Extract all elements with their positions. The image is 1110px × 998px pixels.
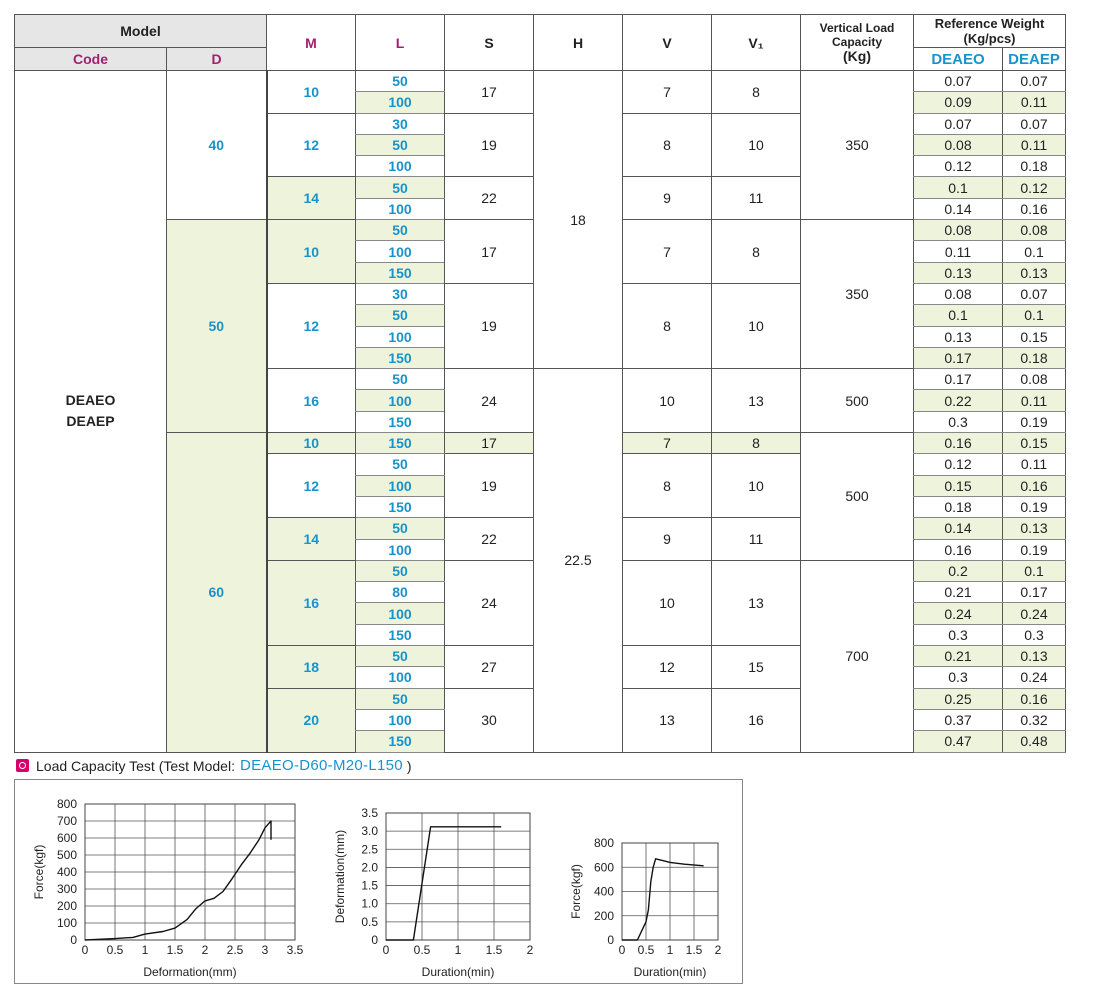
v1-cell: 13 bbox=[712, 560, 801, 645]
y-tick-label: 200 bbox=[593, 908, 614, 923]
y-tick-label: 0 bbox=[607, 933, 614, 947]
y-tick-label: 1.5 bbox=[361, 878, 378, 893]
load-capacity-charts-box bbox=[14, 779, 743, 984]
v-cell: 8 bbox=[623, 283, 712, 368]
y-tick-label: 1.0 bbox=[361, 896, 378, 911]
vlc-cell: 700 bbox=[801, 560, 914, 752]
weight-deaeo-cell: 0.14 bbox=[914, 198, 1003, 219]
l-cell: 100 bbox=[356, 603, 445, 624]
weight-deaeo-cell: 0.21 bbox=[914, 582, 1003, 603]
l-cell: 150 bbox=[356, 624, 445, 645]
weight-deaep-cell: 0.08 bbox=[1003, 220, 1066, 241]
v-cell: 12 bbox=[623, 646, 712, 689]
weight-deaeo-cell: 0.07 bbox=[914, 71, 1003, 92]
v-cell: 10 bbox=[623, 560, 712, 645]
weight-deaeo-cell: 0.16 bbox=[914, 433, 1003, 454]
weight-deaep-cell: 0.15 bbox=[1003, 326, 1066, 347]
s-cell: 24 bbox=[445, 560, 534, 645]
weight-deaep-cell: 0.08 bbox=[1003, 369, 1066, 390]
weight-deaeo-cell: 0.21 bbox=[914, 646, 1003, 667]
weight-deaep-cell: 0.07 bbox=[1003, 71, 1066, 92]
weight-deaeo-cell: 0.08 bbox=[914, 134, 1003, 155]
m-cell: 20 bbox=[267, 688, 356, 752]
header-v: V bbox=[623, 15, 712, 71]
x-tick-label: 3 bbox=[261, 943, 269, 957]
header-vlc-line2: (Kg) bbox=[843, 48, 871, 64]
v-cell: 8 bbox=[623, 454, 712, 518]
v-cell: 7 bbox=[623, 71, 712, 114]
code-deaep: DEAEP bbox=[66, 413, 115, 430]
v-cell: 10 bbox=[623, 369, 712, 433]
weight-deaep-cell: 0.11 bbox=[1003, 134, 1066, 155]
m-cell: 16 bbox=[267, 369, 356, 433]
chart-2 bbox=[333, 806, 534, 979]
weight-deaeo-cell: 0.24 bbox=[914, 603, 1003, 624]
weight-deaeo-cell: 0.13 bbox=[914, 326, 1003, 347]
weight-deaep-cell: 0.24 bbox=[1003, 603, 1066, 624]
weight-deaeo-cell: 0.13 bbox=[914, 262, 1003, 283]
weight-deaep-cell: 0.13 bbox=[1003, 646, 1066, 667]
code-cell bbox=[15, 71, 167, 753]
l-cell: 50 bbox=[356, 134, 445, 155]
load-capacity-test-title bbox=[16, 757, 412, 774]
weight-deaeo-cell: 0.37 bbox=[914, 709, 1003, 730]
v-cell: 9 bbox=[623, 177, 712, 220]
chart-1 bbox=[32, 797, 304, 979]
code-deaeo: DEAEO bbox=[65, 392, 116, 409]
weight-deaep-cell: 0.19 bbox=[1003, 496, 1066, 517]
weight-deaep-cell: 0.11 bbox=[1003, 454, 1066, 475]
header-code: Code bbox=[15, 48, 167, 71]
y-tick-label: 300 bbox=[56, 882, 77, 896]
weight-deaeo-cell: 0.3 bbox=[914, 624, 1003, 645]
l-cell: 150 bbox=[356, 731, 445, 752]
weight-deaeo-cell: 0.08 bbox=[914, 220, 1003, 241]
vlc-cell: 500 bbox=[801, 369, 914, 433]
s-cell: 17 bbox=[445, 220, 534, 284]
y-tick-label: 0.5 bbox=[361, 914, 378, 929]
v1-cell: 16 bbox=[712, 688, 801, 752]
x-axis-label: Duration(min) bbox=[421, 965, 495, 979]
x-axis-label: Deformation(mm) bbox=[143, 965, 237, 979]
x-tick-label: 1 bbox=[666, 943, 674, 957]
v1-cell: 11 bbox=[712, 177, 801, 220]
y-tick-label: 400 bbox=[56, 865, 77, 879]
weight-deaep-cell: 0.11 bbox=[1003, 390, 1066, 411]
m-cell: 18 bbox=[267, 646, 356, 689]
l-cell: 150 bbox=[356, 496, 445, 517]
m-cell: 12 bbox=[267, 283, 356, 368]
l-cell: 50 bbox=[356, 71, 445, 92]
l-cell: 100 bbox=[356, 709, 445, 730]
x-axis-label: Duration(min) bbox=[633, 965, 707, 979]
l-cell: 100 bbox=[356, 326, 445, 347]
h-cell: 18 bbox=[534, 71, 623, 369]
v1-cell: 13 bbox=[712, 369, 801, 433]
m-cell: 16 bbox=[267, 560, 356, 645]
weight-deaep-cell: 0.48 bbox=[1003, 731, 1066, 752]
x-tick-label: 0.5 bbox=[106, 943, 124, 957]
x-tick-label: 1.5 bbox=[166, 943, 184, 957]
v1-cell: 8 bbox=[712, 220, 801, 284]
y-axis-label: Force(kgf) bbox=[569, 864, 583, 919]
v1-cell: 11 bbox=[712, 518, 801, 561]
weight-deaeo-cell: 0.12 bbox=[914, 156, 1003, 177]
weight-deaep-cell: 0.18 bbox=[1003, 156, 1066, 177]
x-tick-label: 0 bbox=[81, 943, 89, 957]
weight-deaeo-cell: 0.25 bbox=[914, 688, 1003, 709]
l-cell: 100 bbox=[356, 539, 445, 560]
chart-3 bbox=[569, 836, 722, 979]
l-cell: 150 bbox=[356, 262, 445, 283]
weight-deaep-cell: 0.1 bbox=[1003, 305, 1066, 326]
l-cell: 150 bbox=[356, 347, 445, 368]
d-cell: 40 bbox=[167, 71, 267, 220]
y-tick-label: 2.5 bbox=[361, 842, 378, 857]
weight-deaep-cell: 0.12 bbox=[1003, 177, 1066, 198]
weight-deaeo-cell: 0.2 bbox=[914, 560, 1003, 581]
l-cell: 100 bbox=[356, 156, 445, 177]
v1-cell: 15 bbox=[712, 646, 801, 689]
l-cell: 50 bbox=[356, 369, 445, 390]
s-cell: 22 bbox=[445, 518, 534, 561]
y-tick-label: 400 bbox=[593, 884, 614, 899]
weight-deaep-cell: 0.16 bbox=[1003, 475, 1066, 496]
l-cell: 50 bbox=[356, 646, 445, 667]
m-cell: 10 bbox=[267, 71, 356, 114]
v1-cell: 10 bbox=[712, 113, 801, 177]
l-cell: 100 bbox=[356, 390, 445, 411]
series-line bbox=[622, 859, 704, 940]
weight-deaep-cell: 0.11 bbox=[1003, 92, 1066, 113]
v-cell: 9 bbox=[623, 518, 712, 561]
x-tick-label: 2 bbox=[526, 943, 534, 957]
weight-deaeo-cell: 0.47 bbox=[914, 731, 1003, 752]
weight-deaeo-cell: 0.08 bbox=[914, 283, 1003, 304]
s-cell: 19 bbox=[445, 113, 534, 177]
l-cell: 30 bbox=[356, 113, 445, 134]
load-capacity-charts bbox=[15, 780, 742, 983]
h-cell: 22.5 bbox=[534, 369, 623, 752]
weight-deaeo-cell: 0.15 bbox=[914, 475, 1003, 496]
header-v1: V₁ bbox=[712, 15, 801, 71]
weight-deaeo-cell: 0.14 bbox=[914, 518, 1003, 539]
weight-deaeo-cell: 0.17 bbox=[914, 369, 1003, 390]
series-line bbox=[85, 821, 271, 940]
weight-deaep-cell: 0.3 bbox=[1003, 624, 1066, 645]
vlc-cell: 350 bbox=[801, 71, 914, 220]
s-cell: 24 bbox=[445, 369, 534, 433]
x-tick-label: 0 bbox=[618, 943, 626, 957]
l-cell: 50 bbox=[356, 220, 445, 241]
x-tick-label: 3.5 bbox=[286, 943, 304, 957]
x-tick-label: 0.5 bbox=[413, 943, 431, 957]
l-cell: 50 bbox=[356, 177, 445, 198]
y-axis-label: Deformation(mm) bbox=[333, 829, 347, 924]
m-cell: 14 bbox=[267, 518, 356, 561]
vlc-cell: 500 bbox=[801, 433, 914, 561]
spec-table-body bbox=[15, 71, 1066, 753]
header-d: D bbox=[167, 48, 267, 71]
x-tick-label: 1 bbox=[454, 943, 462, 957]
y-tick-label: 0 bbox=[70, 933, 77, 947]
weight-deaeo-cell: 0.18 bbox=[914, 496, 1003, 517]
x-tick-label: 0.5 bbox=[637, 943, 655, 957]
weight-deaep-cell: 0.19 bbox=[1003, 539, 1066, 560]
weight-deaep-cell: 0.17 bbox=[1003, 582, 1066, 603]
weight-deaeo-cell: 0.22 bbox=[914, 390, 1003, 411]
weight-deaep-cell: 0.16 bbox=[1003, 688, 1066, 709]
l-cell: 50 bbox=[356, 560, 445, 581]
weight-deaep-cell: 0.1 bbox=[1003, 560, 1066, 581]
l-cell: 150 bbox=[356, 411, 445, 432]
v1-cell: 10 bbox=[712, 454, 801, 518]
weight-deaeo-cell: 0.1 bbox=[914, 305, 1003, 326]
header-deaeo: DEAEO bbox=[914, 48, 1003, 71]
header-h: H bbox=[534, 15, 623, 71]
v-cell: 8 bbox=[623, 113, 712, 177]
l-cell: 30 bbox=[356, 283, 445, 304]
y-axis-label: Force(kgf) bbox=[32, 844, 46, 900]
weight-deaeo-cell: 0.11 bbox=[914, 241, 1003, 262]
weight-deaeo-cell: 0.12 bbox=[914, 454, 1003, 475]
x-tick-label: 1.5 bbox=[685, 943, 703, 957]
v-cell: 7 bbox=[623, 220, 712, 284]
d-cell: 50 bbox=[167, 220, 267, 433]
y-tick-label: 600 bbox=[56, 831, 77, 845]
v1-cell: 8 bbox=[712, 71, 801, 114]
l-cell: 50 bbox=[356, 688, 445, 709]
weight-deaeo-cell: 0.1 bbox=[914, 177, 1003, 198]
l-cell: 100 bbox=[356, 667, 445, 688]
header-vlc-line1: Vertical Load Capacity bbox=[819, 21, 895, 49]
s-cell: 19 bbox=[445, 454, 534, 518]
weight-deaeo-cell: 0.17 bbox=[914, 347, 1003, 368]
weight-deaep-cell: 0.07 bbox=[1003, 113, 1066, 134]
m-cell: 14 bbox=[267, 177, 356, 220]
section-marker-icon bbox=[16, 759, 29, 772]
weight-deaep-cell: 0.24 bbox=[1003, 667, 1066, 688]
weight-deaep-cell: 0.15 bbox=[1003, 433, 1066, 454]
s-cell: 17 bbox=[445, 433, 534, 454]
vlc-cell: 350 bbox=[801, 220, 914, 369]
m-cell: 10 bbox=[267, 220, 356, 284]
weight-deaeo-cell: 0.3 bbox=[914, 667, 1003, 688]
section-title-text: Load Capacity Test (Test Model: bbox=[36, 757, 235, 774]
m-cell: 12 bbox=[267, 454, 356, 518]
weight-deaeo-cell: 0.07 bbox=[914, 113, 1003, 134]
s-cell: 19 bbox=[445, 283, 534, 368]
header-model: Model bbox=[15, 15, 267, 48]
y-tick-label: 0 bbox=[371, 933, 378, 947]
l-cell: 100 bbox=[356, 92, 445, 113]
x-tick-label: 1.5 bbox=[485, 943, 503, 957]
y-tick-label: 700 bbox=[56, 814, 77, 828]
s-cell: 22 bbox=[445, 177, 534, 220]
x-tick-label: 2.5 bbox=[226, 943, 244, 957]
l-cell: 50 bbox=[356, 518, 445, 539]
y-tick-label: 500 bbox=[56, 848, 77, 862]
y-tick-label: 100 bbox=[56, 916, 77, 930]
y-tick-label: 800 bbox=[56, 797, 77, 811]
spec-table bbox=[14, 14, 1066, 753]
v1-cell: 10 bbox=[712, 283, 801, 368]
weight-deaep-cell: 0.32 bbox=[1003, 709, 1066, 730]
x-tick-label: 0 bbox=[382, 943, 390, 957]
m-cell: 10 bbox=[267, 433, 356, 454]
weight-deaeo-cell: 0.09 bbox=[914, 92, 1003, 113]
weight-deaep-cell: 0.13 bbox=[1003, 262, 1066, 283]
y-tick-label: 3.5 bbox=[361, 806, 378, 820]
l-cell: 50 bbox=[356, 454, 445, 475]
v-cell: 7 bbox=[623, 433, 712, 454]
weight-deaep-cell: 0.16 bbox=[1003, 198, 1066, 219]
y-tick-label: 600 bbox=[593, 860, 614, 875]
weight-deaep-cell: 0.18 bbox=[1003, 347, 1066, 368]
header-l: L bbox=[356, 15, 445, 71]
weight-deaep-cell: 0.19 bbox=[1003, 411, 1066, 432]
header-m: M bbox=[267, 15, 356, 71]
l-cell: 100 bbox=[356, 475, 445, 496]
v1-cell: 8 bbox=[712, 433, 801, 454]
weight-deaep-cell: 0.13 bbox=[1003, 518, 1066, 539]
y-tick-label: 3.0 bbox=[361, 824, 378, 839]
series-line bbox=[386, 827, 501, 940]
y-tick-label: 200 bbox=[56, 899, 77, 913]
weight-deaeo-cell: 0.3 bbox=[914, 411, 1003, 432]
l-cell: 80 bbox=[356, 582, 445, 603]
l-cell: 100 bbox=[356, 241, 445, 262]
header-s: S bbox=[445, 15, 534, 71]
weight-deaep-cell: 0.07 bbox=[1003, 283, 1066, 304]
x-tick-label: 2 bbox=[201, 943, 209, 957]
v-cell: 13 bbox=[623, 688, 712, 752]
weight-deaeo-cell: 0.16 bbox=[914, 539, 1003, 560]
x-tick-label: 1 bbox=[141, 943, 149, 957]
l-cell: 150 bbox=[356, 433, 445, 454]
table-row bbox=[15, 71, 1066, 92]
weight-deaep-cell: 0.1 bbox=[1003, 241, 1066, 262]
d-cell: 60 bbox=[167, 433, 267, 752]
x-tick-label: 2 bbox=[714, 943, 722, 957]
y-tick-label: 800 bbox=[593, 836, 614, 850]
s-cell: 30 bbox=[445, 688, 534, 752]
l-cell: 100 bbox=[356, 198, 445, 219]
l-cell: 50 bbox=[356, 305, 445, 326]
s-cell: 17 bbox=[445, 71, 534, 114]
s-cell: 27 bbox=[445, 646, 534, 689]
section-title-close: ) bbox=[406, 757, 412, 774]
m-cell: 12 bbox=[267, 113, 356, 177]
test-model-name: DEAEO-D60-M20-L150 bbox=[239, 757, 403, 774]
header-vertical-load-capacity bbox=[801, 15, 914, 71]
header-reference-weight: Reference Weight (Kg/pcs) bbox=[914, 15, 1066, 48]
y-tick-label: 2.0 bbox=[361, 860, 378, 875]
header-deaep: DEAEP bbox=[1003, 48, 1066, 71]
